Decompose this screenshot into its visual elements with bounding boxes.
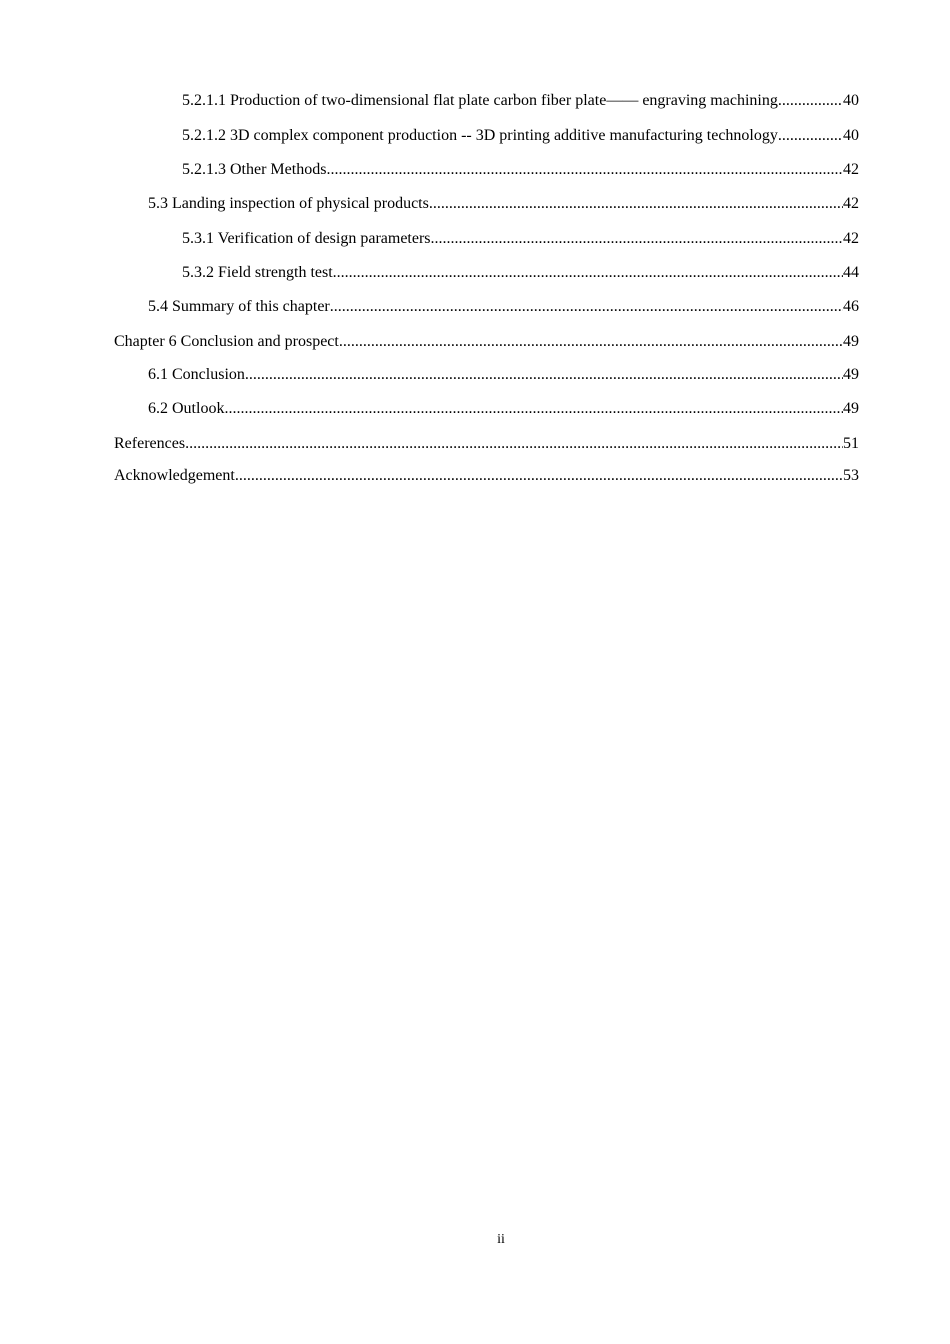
toc-entry-page: 40 xyxy=(843,92,859,109)
toc-entry-5-2-1-3[interactable] xyxy=(114,160,859,180)
dot-leader xyxy=(429,194,843,214)
toc-entry-page: 51 xyxy=(843,435,859,452)
toc-entry-5-3-1[interactable] xyxy=(114,229,859,249)
toc-entry-title: Chapter 6 Conclusion and prospect xyxy=(114,333,339,350)
toc-entry-references[interactable] xyxy=(114,434,859,454)
dot-leader xyxy=(778,91,843,111)
toc-entry-page: 40 xyxy=(843,127,859,144)
dot-leader xyxy=(224,399,843,419)
toc-entry-5-3[interactable] xyxy=(114,194,859,214)
toc-entry-page: 49 xyxy=(843,400,859,417)
toc-entry-page: 42 xyxy=(843,230,859,247)
dot-leader xyxy=(185,434,843,454)
toc-entry-title: 6.1 Conclusion xyxy=(148,366,245,383)
toc-entry-title: 5.2.1.1 Production of two-dimensional flat plate carbon fiber plate—— engraving machining xyxy=(182,92,778,109)
toc-entry-title: 5.4 Summary of this chapter xyxy=(148,298,330,315)
dot-leader xyxy=(333,263,843,283)
toc-entry-title: 5.3 Landing inspection of physical products xyxy=(148,195,429,212)
dot-leader xyxy=(245,365,843,385)
toc-entry-page: 49 xyxy=(843,333,859,350)
toc-entry-title: Acknowledgement xyxy=(114,467,235,484)
toc-entry-page: 46 xyxy=(843,298,859,315)
toc-entry-title: 5.2.1.3 Other Methods xyxy=(182,161,327,178)
page-number: ii xyxy=(497,1232,505,1247)
toc-entry-page: 49 xyxy=(843,366,859,383)
dot-leader xyxy=(330,297,843,317)
toc-entry-page: 44 xyxy=(843,264,859,281)
toc-entry-page: 42 xyxy=(843,161,859,178)
toc-entry-6-2[interactable] xyxy=(114,399,859,419)
toc-entry-title: 5.3.2 Field strength test xyxy=(182,264,333,281)
toc-entry-title: 5.3.1 Verification of design parameters xyxy=(182,230,431,247)
toc-entry-5-2-1-2[interactable] xyxy=(114,126,859,146)
toc-entry-5-3-2[interactable] xyxy=(114,263,859,283)
dot-leader xyxy=(326,160,843,180)
dot-leader xyxy=(235,466,843,486)
dot-leader xyxy=(339,332,843,352)
toc-entry-chapter-6[interactable] xyxy=(114,332,859,352)
toc-entry-6-1[interactable] xyxy=(114,365,859,385)
toc-entry-page: 53 xyxy=(843,467,859,484)
toc-entry-page: 42 xyxy=(843,195,859,212)
toc-entry-5-4[interactable] xyxy=(114,297,859,317)
table-of-contents xyxy=(114,91,859,486)
toc-entry-acknowledgement[interactable] xyxy=(114,466,859,486)
toc-entry-5-2-1-1[interactable] xyxy=(114,91,859,111)
toc-entry-title: 6.2 Outlook xyxy=(148,400,225,417)
toc-entry-title: 5.2.1.2 3D complex component production -- 3D printing additive manufacturing technology xyxy=(182,127,778,144)
toc-entry-title: References xyxy=(114,435,186,452)
dot-leader xyxy=(778,126,843,146)
dot-leader xyxy=(431,229,843,249)
